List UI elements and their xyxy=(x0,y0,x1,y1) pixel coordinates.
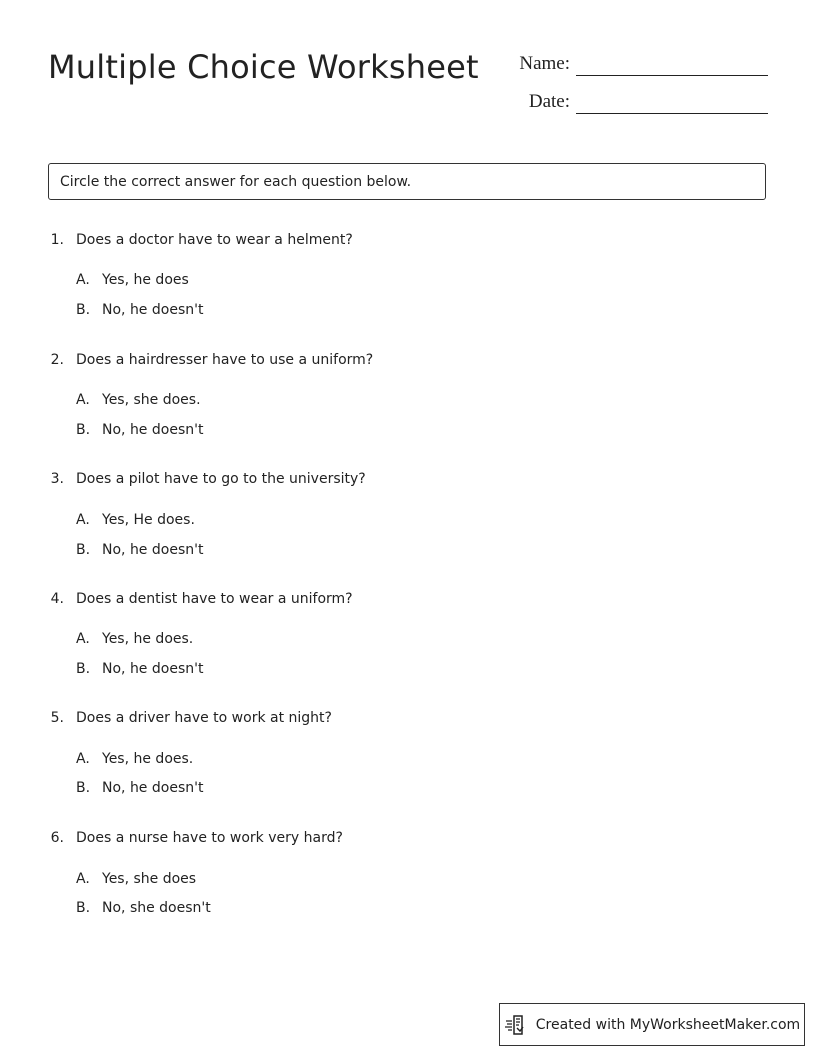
answer-text: No, he doesn't xyxy=(102,422,204,438)
question-number: 5. xyxy=(50,710,64,726)
question-text: Does a hairdresser have to use a uniform? xyxy=(76,352,374,368)
instructions-box: Circle the correct answer for each question below. xyxy=(48,163,766,200)
date-label: Date: xyxy=(528,91,570,112)
name-field[interactable] xyxy=(500,53,768,83)
answer-text: Yes, he does xyxy=(102,272,189,288)
answer-text: Yes, he does. xyxy=(102,751,194,767)
answer-letter: B. xyxy=(76,422,91,438)
name-line xyxy=(576,75,768,76)
question-number: 4. xyxy=(50,591,64,607)
date-field[interactable] xyxy=(500,91,768,121)
answer-text: No, he doesn't xyxy=(102,542,204,558)
answer-letter: A. xyxy=(76,871,90,887)
answer-letter: B. xyxy=(76,780,91,796)
answer-letter: A. xyxy=(76,631,90,647)
page-title: Multiple Choice Worksheet xyxy=(48,48,479,86)
answer-letter: A. xyxy=(76,272,90,288)
worksheet-maker-logo-icon xyxy=(504,1014,528,1036)
question-text: Does a dentist have to wear a uniform? xyxy=(76,591,353,607)
footer-text: Created with MyWorksheetMaker.com xyxy=(535,1016,801,1033)
answer-letter: B. xyxy=(76,661,91,677)
answer-letter: A. xyxy=(76,392,90,408)
question-text: Does a nurse have to work very hard? xyxy=(76,830,343,846)
footer-credit[interactable] xyxy=(499,1003,805,1046)
question-text: Does a doctor have to wear a helment? xyxy=(76,232,353,248)
answer-letter: B. xyxy=(76,302,91,318)
question-number: 6. xyxy=(50,830,64,846)
name-label: Name: xyxy=(519,53,570,74)
answer-letter: A. xyxy=(76,512,90,528)
answer-text: No, she doesn't xyxy=(102,900,211,916)
answer-text: Yes, she does. xyxy=(102,392,201,408)
question-text: Does a driver have to work at night? xyxy=(76,710,332,726)
answer-text: Yes, he does. xyxy=(102,631,194,647)
answer-text: No, he doesn't xyxy=(102,661,204,677)
answer-text: Yes, He does. xyxy=(102,512,195,528)
question-number: 1. xyxy=(50,232,64,248)
question-number: 2. xyxy=(50,352,64,368)
answer-text: No, he doesn't xyxy=(102,780,204,796)
answer-text: Yes, she does xyxy=(102,871,197,887)
answer-letter: B. xyxy=(76,542,91,558)
date-line xyxy=(576,113,768,114)
answer-letter: B. xyxy=(76,900,91,916)
answer-text: No, he doesn't xyxy=(102,302,204,318)
question-number: 3. xyxy=(50,471,64,487)
question-text: Does a pilot have to go to the university? xyxy=(76,471,366,487)
answer-letter: A. xyxy=(76,751,90,767)
